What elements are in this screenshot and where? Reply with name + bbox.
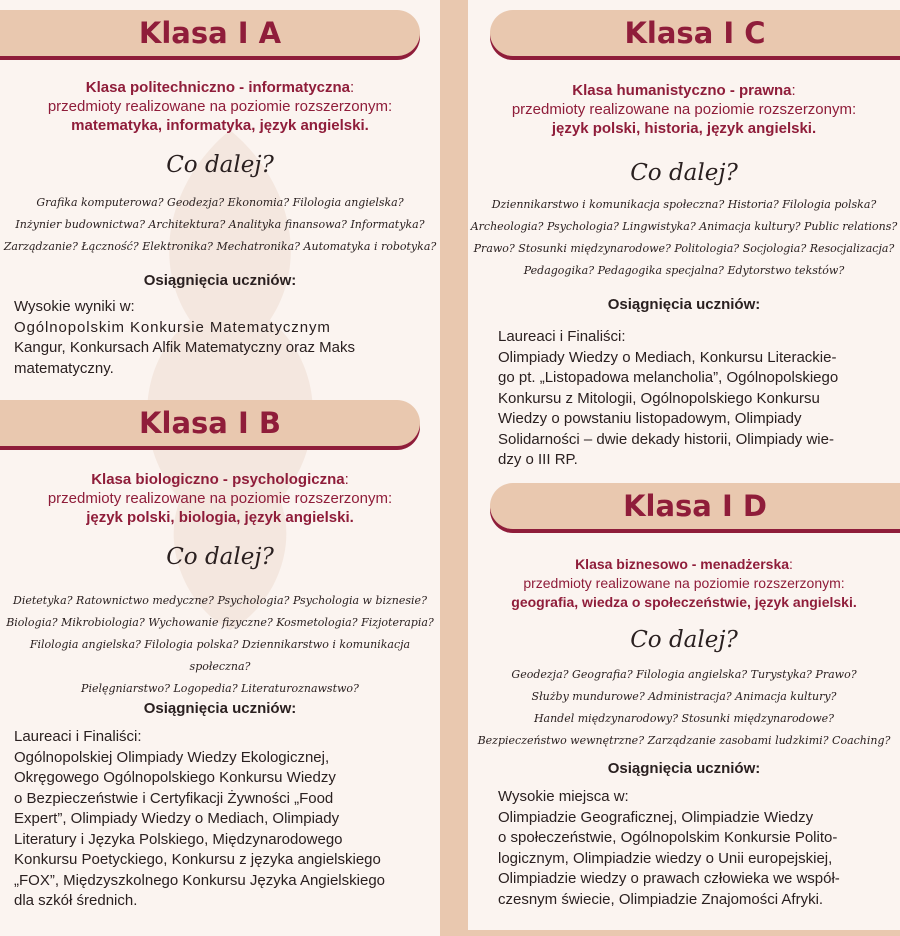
class-b-achievements-heading: Osiągnięcia uczniów:	[143, 700, 297, 717]
achievement-line: Olimpiadzie Geograficznej, Olimpiadzie Wiedzy	[498, 808, 814, 826]
class-d-title: Klasa I D	[623, 489, 767, 523]
achievement-line: Expert”, Olimpiady Wiedzy o Mediach, Olimpiady	[14, 810, 340, 827]
class-b-profile	[0, 470, 440, 527]
achievement-line: Ogólnopolskim Konkursie Matematycznym	[14, 318, 331, 336]
class-c-achievements	[498, 327, 890, 471]
class-b-type: Klasa biologiczno - psychologiczna	[91, 471, 345, 488]
class-a-co-dalej: Co dalej?	[166, 152, 274, 178]
class-a-header	[0, 10, 420, 56]
achievement-line: Kangur, Konkursach Alfik Matematyczny oraz Maks	[14, 339, 355, 356]
class-b-level: przedmioty realizowane na poziomie rozszerzonym:	[47, 490, 393, 507]
achievement-line: go pt. „Listopadowa melancholia”, Ogólnopolskiego	[498, 369, 839, 386]
class-d-type-colon: :	[789, 556, 793, 572]
achievement-line: Olimpiadzie wiedzy o prawach człowieka we współ-	[498, 870, 840, 887]
class-d-achievements-heading: Osiągnięcia uczniów:	[607, 760, 761, 777]
career-line: Inżynier budownictwa? Architektura? Analityka finansowa? Informatyka?	[15, 218, 425, 231]
career-line: Dziennikarstwo i komunikacja społeczna? Historia? Filologia polska?	[491, 198, 877, 211]
class-c-type-colon: :	[791, 82, 796, 99]
achievement-line: o Bezpieczeństwie i Certyfikacji Żywności „Food	[14, 789, 334, 807]
achievement-line: Solidarności – dwie dekady historii, Olimpiady wie-	[498, 430, 834, 448]
career-line: Handel międzynarodowy? Stosunki międzynarodowe?	[533, 712, 835, 725]
class-b-type-colon: :	[344, 471, 349, 488]
class-d-level: przedmioty realizowane na poziomie rozszerzonym:	[523, 575, 845, 591]
class-a-level: przedmioty realizowane na poziomie rozszerzonym:	[47, 98, 393, 115]
achievement-line: Laureaci i Finaliści:	[14, 728, 142, 745]
left-column	[0, 0, 440, 936]
class-a-achievements	[14, 297, 418, 379]
class-c-profile	[468, 81, 900, 138]
class-c-level: przedmioty realizowane na poziomie rozszerzonym:	[511, 101, 857, 118]
class-d-type: Klasa biznesowo - menadżerska	[575, 556, 790, 572]
career-line: Dietetyka? Ratownictwo medyczne? Psychologia? Psychologia w biznesie?	[13, 594, 427, 607]
achievement-line: Konkursu Poetyckiego, Konkursu z języka angielskiego	[14, 851, 381, 868]
career-line: Bezpieczeństwo wewnętrzne? Zarządzanie zasobami ludzkimi? Coaching?	[477, 734, 891, 747]
achievement-line: Ogólnopolskiej Olimpiady Wiedzy Ekologicznej,	[14, 748, 330, 766]
class-c-co-dalej: Co dalej?	[630, 160, 738, 186]
class-c-achievements-heading: Osiągnięcia uczniów:	[607, 296, 761, 313]
class-b-co-dalej: Co dalej?	[166, 544, 274, 570]
achievement-line: dzy o III RP.	[498, 451, 578, 468]
achievement-line: czesnym świecie, Olimpiadzie Znajomości Afryki.	[498, 890, 824, 908]
achievement-line: Wysokie miejsca w:	[498, 788, 629, 805]
career-line: Grafika komputerowa? Geodezja? Ekonomia? Filologia angielska?	[36, 196, 404, 209]
class-b-achievements	[14, 727, 422, 912]
class-d-careers	[468, 664, 900, 752]
achievement-line: Okręgowego Ogólnopolskiego Konkursu Wiedzy	[14, 769, 336, 786]
class-c-careers	[468, 194, 900, 282]
achievement-line: logicznym, Olimpiadzie wiedzy o Unii europejskiej,	[498, 849, 833, 867]
career-line: Zarządzanie? Łączność? Elektronika? Mechatronika? Automatyka i robotyka?	[3, 240, 437, 253]
career-line: Pielęgniarstwo? Logopedia? Literaturoznawstwo?	[81, 682, 359, 695]
achievement-line: Literatury i Języka Polskiego, Międzynarodowego	[14, 830, 343, 848]
class-d-profile	[468, 555, 900, 612]
class-d-achievements	[498, 787, 890, 910]
class-c-header	[490, 10, 900, 56]
achievement-line: Laureaci i Finaliści:	[498, 328, 626, 345]
class-a-subjects: matematyka, informatyka, język angielski.	[71, 117, 369, 134]
class-a-profile	[0, 78, 440, 135]
class-a-achievements-heading: Osiągnięcia uczniów:	[143, 272, 297, 289]
class-c-title: Klasa I C	[624, 16, 766, 50]
achievement-line: Wysokie wyniki w:	[14, 298, 135, 315]
achievement-line: o społeczeństwie, Ogólnopolskim Konkursie Polito-	[498, 829, 838, 846]
class-c-type: Klasa humanistyczno - prawna	[572, 82, 792, 99]
achievement-line: dla szkół średnich.	[14, 892, 138, 909]
career-line: Pedagogika? Pedagogika specjalna? Edytorstwo tekstów?	[523, 264, 845, 277]
class-a-careers	[0, 192, 440, 258]
career-line: Biologia? Mikrobiologia? Wychowanie fizyczne? Kosmetologia? Fizjoterapia?	[6, 616, 434, 629]
career-line: Geodezja? Geografia? Filologia angielska? Turystyka? Prawo?	[511, 668, 857, 681]
achievement-line: Olimpiady Wiedzy o Mediach, Konkursu Literackie-	[498, 348, 837, 366]
class-b-careers	[0, 590, 440, 700]
class-a-type: Klasa politechniczno - informatyczna	[85, 79, 351, 96]
right-column	[468, 0, 900, 930]
class-a-type-colon: :	[350, 79, 355, 96]
class-b-header	[0, 400, 420, 446]
achievement-line: matematyczny.	[14, 359, 114, 377]
achievement-line: „FOX”, Międzyszkolnego Konkursu Języka Angielskiego	[14, 871, 386, 889]
class-b-title: Klasa I B	[139, 406, 281, 440]
career-line: Filologia angielska? Filologia polska? Dziennikarstwo i komunikacja społeczna?	[29, 638, 411, 673]
achievement-line: Konkursu z Mitologii, Ogólnopolskiego Konkursu	[498, 389, 820, 407]
class-b-subjects: język polski, biologia, język angielski.	[86, 509, 354, 526]
class-c-subjects: język polski, historia, język angielski.	[551, 120, 817, 137]
career-line: Archeologia? Psychologia? Lingwistyka? Animacja kultury? Public relations?	[470, 220, 898, 233]
class-d-header	[490, 483, 900, 529]
career-line: Prawo? Stosunki międzynarodowe? Politologia? Socjologia? Resocjalizacja?	[473, 242, 895, 255]
achievement-line: Wiedzy o powstaniu listopadowym, Olimpiady	[498, 410, 802, 427]
class-d-subjects: geografia, wiedza o społeczeństwie, język angielski.	[511, 594, 857, 610]
class-d-co-dalej: Co dalej?	[630, 627, 738, 653]
career-line: Służby mundurowe? Administracja? Animacja kultury?	[531, 690, 837, 703]
class-a-title: Klasa I A	[138, 16, 282, 50]
